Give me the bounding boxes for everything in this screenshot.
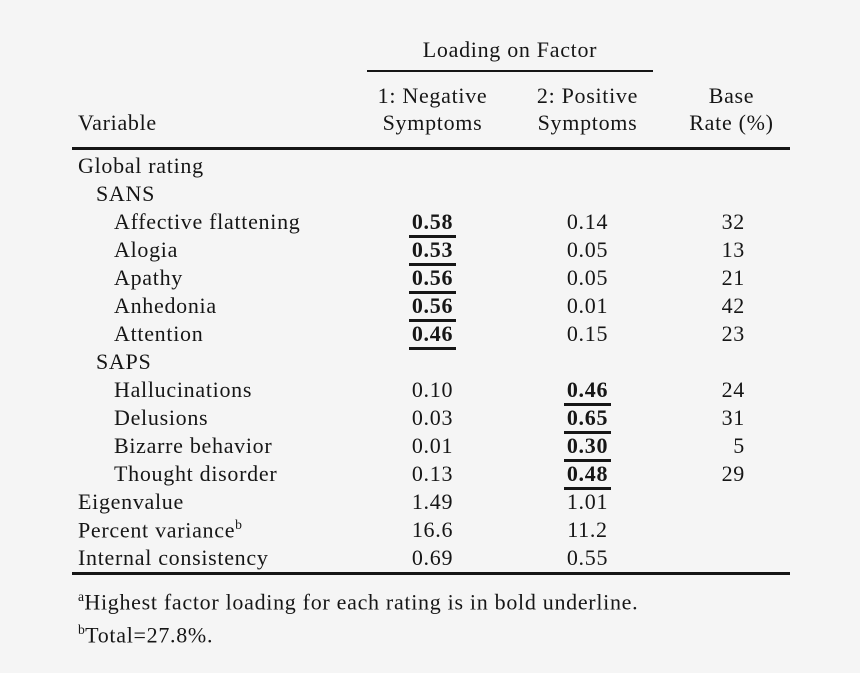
base-rate-value: 5 [733, 433, 745, 458]
table-row [72, 376, 790, 404]
table-row [72, 460, 790, 488]
loading-value: 0.69 [411, 545, 454, 570]
factor1-loading [355, 489, 510, 515]
row-label: Eigenvalue [78, 489, 184, 514]
row-label: Global rating [78, 153, 204, 178]
table-row [72, 320, 790, 348]
factor1-loading [355, 377, 510, 403]
loading-value: 0.05 [566, 265, 609, 290]
row-label: Bizarre behavior [114, 433, 273, 458]
table-row [72, 292, 790, 320]
base-header-line2: Rate (%) [689, 110, 774, 135]
table-row [72, 180, 790, 208]
table-footnotes [72, 575, 790, 650]
highest-loading-value: 0.58 [409, 209, 456, 238]
loading-value: 0.01 [411, 433, 454, 458]
table-row [72, 208, 790, 236]
table-body [72, 150, 790, 572]
column-header-factor2 [510, 82, 665, 136]
footnote-marker: b [235, 516, 243, 532]
factor2-loading [510, 377, 665, 403]
factor1-loading [355, 237, 510, 263]
factor2-loading [510, 461, 665, 487]
spanner-cell [355, 36, 665, 72]
loading-value: 0.15 [566, 321, 609, 346]
base-rate-value: 23 [721, 321, 745, 346]
loading-value: 0.10 [411, 377, 454, 402]
highest-loading-value: 0.46 [409, 321, 456, 350]
factor1-loading [355, 545, 510, 571]
factor1-header-line2: Symptoms [382, 110, 483, 135]
highest-loading-value: 0.46 [564, 377, 611, 406]
factor2-loading [510, 545, 665, 571]
highest-loading-value: 0.56 [409, 293, 456, 322]
row-label: Percent variance$^b$ [78, 516, 243, 543]
row-label: Anhedonia [114, 293, 217, 318]
column-header-row [72, 72, 790, 147]
base-rate-value: 31 [721, 405, 745, 430]
table-row [72, 264, 790, 292]
loading-value: 0.05 [566, 237, 609, 262]
factor2-header-line1: 2: Positive [536, 83, 639, 108]
table-row [72, 432, 790, 460]
base-rate-value: 29 [721, 461, 745, 486]
loading-value: 11.2 [567, 517, 608, 542]
spanner-underline [367, 36, 653, 72]
row-label: Apathy [114, 265, 183, 290]
row-label: Alogia [114, 237, 179, 262]
factor1-loading [355, 321, 510, 347]
factor1-loading [355, 405, 510, 431]
row-label: Thought disorder [114, 461, 278, 486]
factor1-loading [355, 265, 510, 291]
row-label: Attention [114, 321, 204, 346]
table-row [72, 236, 790, 264]
base-rate-value: 42 [721, 293, 745, 318]
highest-loading-value: 0.30 [564, 433, 611, 462]
loading-value: 0.14 [566, 209, 609, 234]
spanner-row [72, 28, 790, 72]
factor1-loading [355, 517, 510, 543]
row-label: Affective flattening [114, 209, 301, 234]
table-row [72, 544, 790, 572]
base-header-line1: Base [708, 83, 755, 108]
column-header-base-rate [665, 82, 790, 136]
loading-value: 1.01 [566, 489, 609, 514]
spanner-label: Loading on Factor [422, 37, 598, 62]
factor2-loading [510, 433, 665, 459]
loading-value: 16.6 [411, 517, 454, 542]
column-header-variable: Variable [78, 110, 157, 135]
factor-loadings-table [72, 28, 790, 650]
factor1-loading [355, 293, 510, 319]
base-rate-value: 13 [721, 237, 745, 262]
loading-value: 0.01 [566, 293, 609, 318]
loading-value: 0.13 [411, 461, 454, 486]
base-rate-value: 21 [721, 265, 745, 290]
row-label: Delusions [114, 405, 209, 430]
highest-loading-value: 0.48 [564, 461, 611, 490]
loading-value: 0.55 [566, 545, 609, 570]
factor1-loading [355, 461, 510, 487]
loading-value: 1.49 [411, 489, 454, 514]
footnote: $^b$Total=27.8%. [78, 622, 214, 648]
table-row [72, 152, 790, 180]
factor2-loading [510, 321, 665, 347]
factor1-loading [355, 209, 510, 235]
loading-value: 0.03 [411, 405, 454, 430]
factor1-loading [355, 433, 510, 459]
column-header-factor1 [355, 82, 510, 136]
table-row [72, 488, 790, 516]
factor2-loading [510, 209, 665, 235]
table-row [72, 516, 790, 544]
footnote-marker: a [78, 589, 85, 604]
factor2-loading [510, 265, 665, 291]
highest-loading-value: 0.65 [564, 405, 611, 434]
factor1-header-line1: 1: Negative [377, 83, 488, 108]
factor2-loading [510, 489, 665, 515]
factor2-loading [510, 293, 665, 319]
table-row [72, 348, 790, 376]
row-label: SAPS [96, 349, 152, 374]
footnote-marker: b [78, 622, 86, 638]
highest-loading-value: 0.53 [409, 237, 456, 266]
factor2-loading [510, 237, 665, 263]
base-rate-value: 32 [721, 209, 745, 234]
base-rate-value: 24 [721, 377, 745, 402]
table-row [72, 404, 790, 432]
footnote: $^a$Highest factor loading for each rating is in bold underline. [78, 589, 639, 615]
factor2-header-line2: Symptoms [537, 110, 638, 135]
row-label: Internal consistency [78, 545, 269, 570]
factor2-loading [510, 517, 665, 543]
row-label: Hallucinations [114, 377, 253, 402]
factor2-loading [510, 405, 665, 431]
highest-loading-value: 0.56 [409, 265, 456, 294]
row-label: SANS [96, 181, 156, 206]
